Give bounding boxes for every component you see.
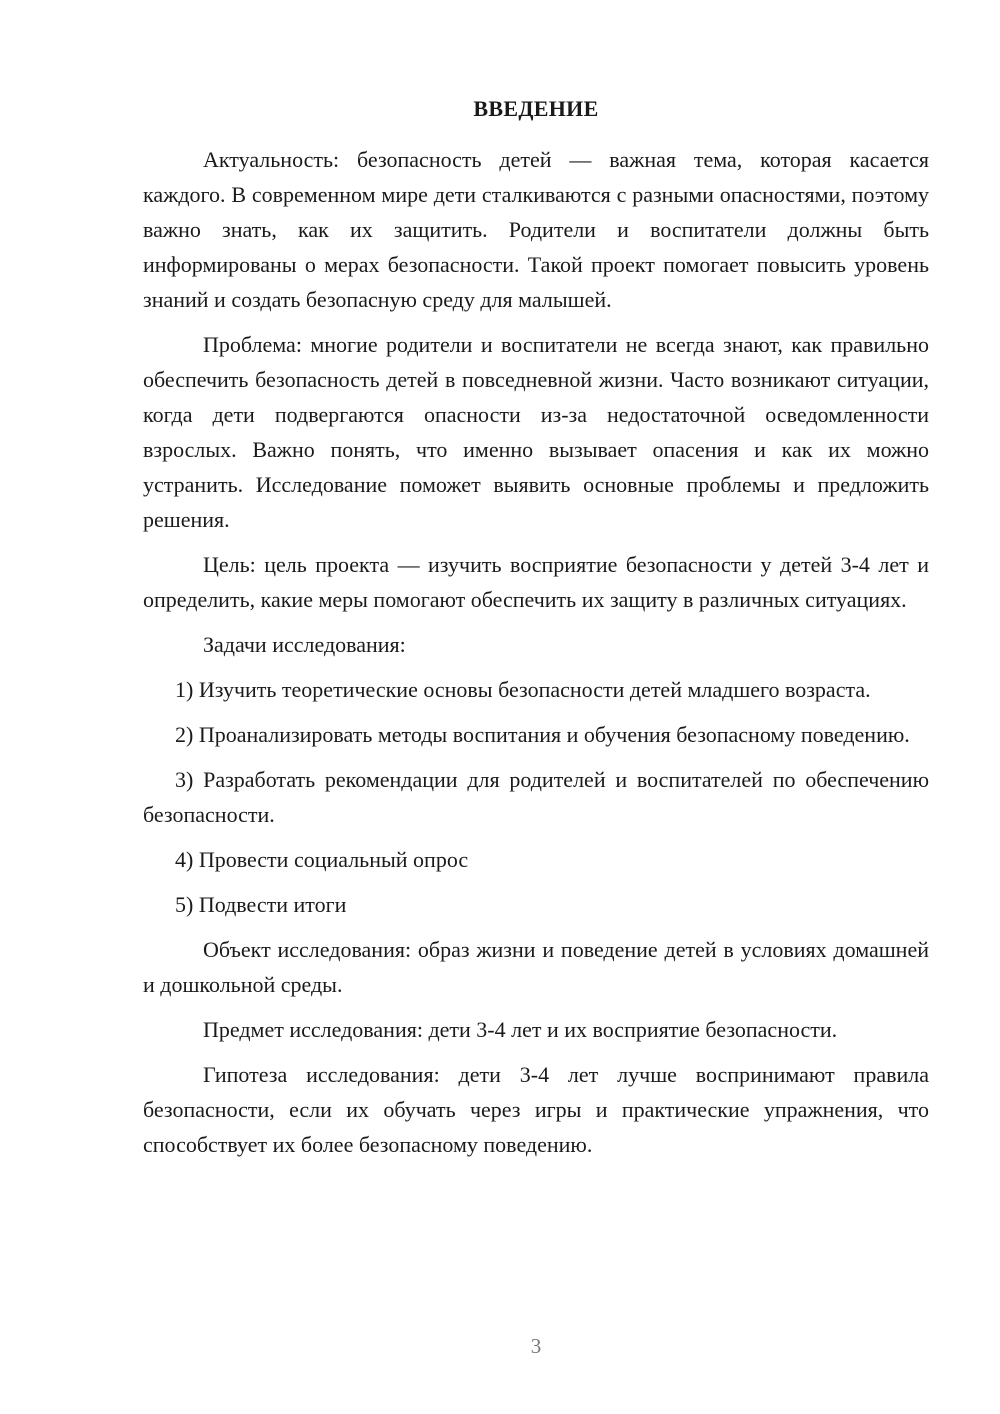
tasks-heading: Задачи исследования: bbox=[203, 632, 406, 657]
subject-paragraph: Предмет исследования: дети 3-4 лет и их восприятие безопасности. bbox=[203, 1017, 838, 1042]
task-item: 3) Разработать рекомендации для родителей и воспитателей по обеспечению безопасности. bbox=[143, 767, 929, 827]
goal-paragraph: Цель: цель проекта — изучить восприятие безопасности у детей 3-4 лет и определить, какие меры помогают обеспечить их защиту в различных ситуациях. bbox=[143, 552, 929, 612]
object-paragraph: Объект исследования: образ жизни и поведение детей в условиях домашней и дошкольной среды. bbox=[143, 937, 929, 997]
task-item: 5) Подвести итоги bbox=[175, 892, 347, 917]
document-body bbox=[143, 142, 929, 1172]
page-title: ВВЕДЕНИЕ bbox=[473, 96, 599, 121]
hypothesis-paragraph: Гипотеза исследования: дети 3-4 лет лучше воспринимают правила безопасности, если их обучать через игры и практические упражнения, что способствует их более безопасному поведению. bbox=[143, 1062, 929, 1157]
task-item: 2) Проанализировать методы воспитания и обучения безопасному поведению. bbox=[175, 722, 910, 747]
task-item: 4) Провести социальный опрос bbox=[175, 847, 469, 872]
problem-paragraph: Проблема: многие родители и воспитатели не всегда знают, как правильно обеспечить безопасность детей в повседневной жизни. Часто возникают ситуации, когда дети подвергаются опасности из-за недостаточной осведомленности взрослых. Важно понять, что именно вызывает опасения и как их можно устранить. Исследование поможет выявить основные проблемы и предложить решения. bbox=[143, 332, 929, 532]
relevance-paragraph: Актуальность: безопасность детей — важная тема, которая касается каждого. В современном мире дети сталкиваются с разными опасностями, поэтому важно знать, как их защитить. Родители и воспитатели должны быть информированы о мерах безопасности. Такой проект помогает повысить уровень знаний и создать безопасную среду для малышей. bbox=[143, 147, 929, 312]
task-item: 1) Изучить теоретические основы безопасности детей младшего возраста. bbox=[175, 677, 871, 702]
page-number: 3 bbox=[530, 1334, 542, 1358]
